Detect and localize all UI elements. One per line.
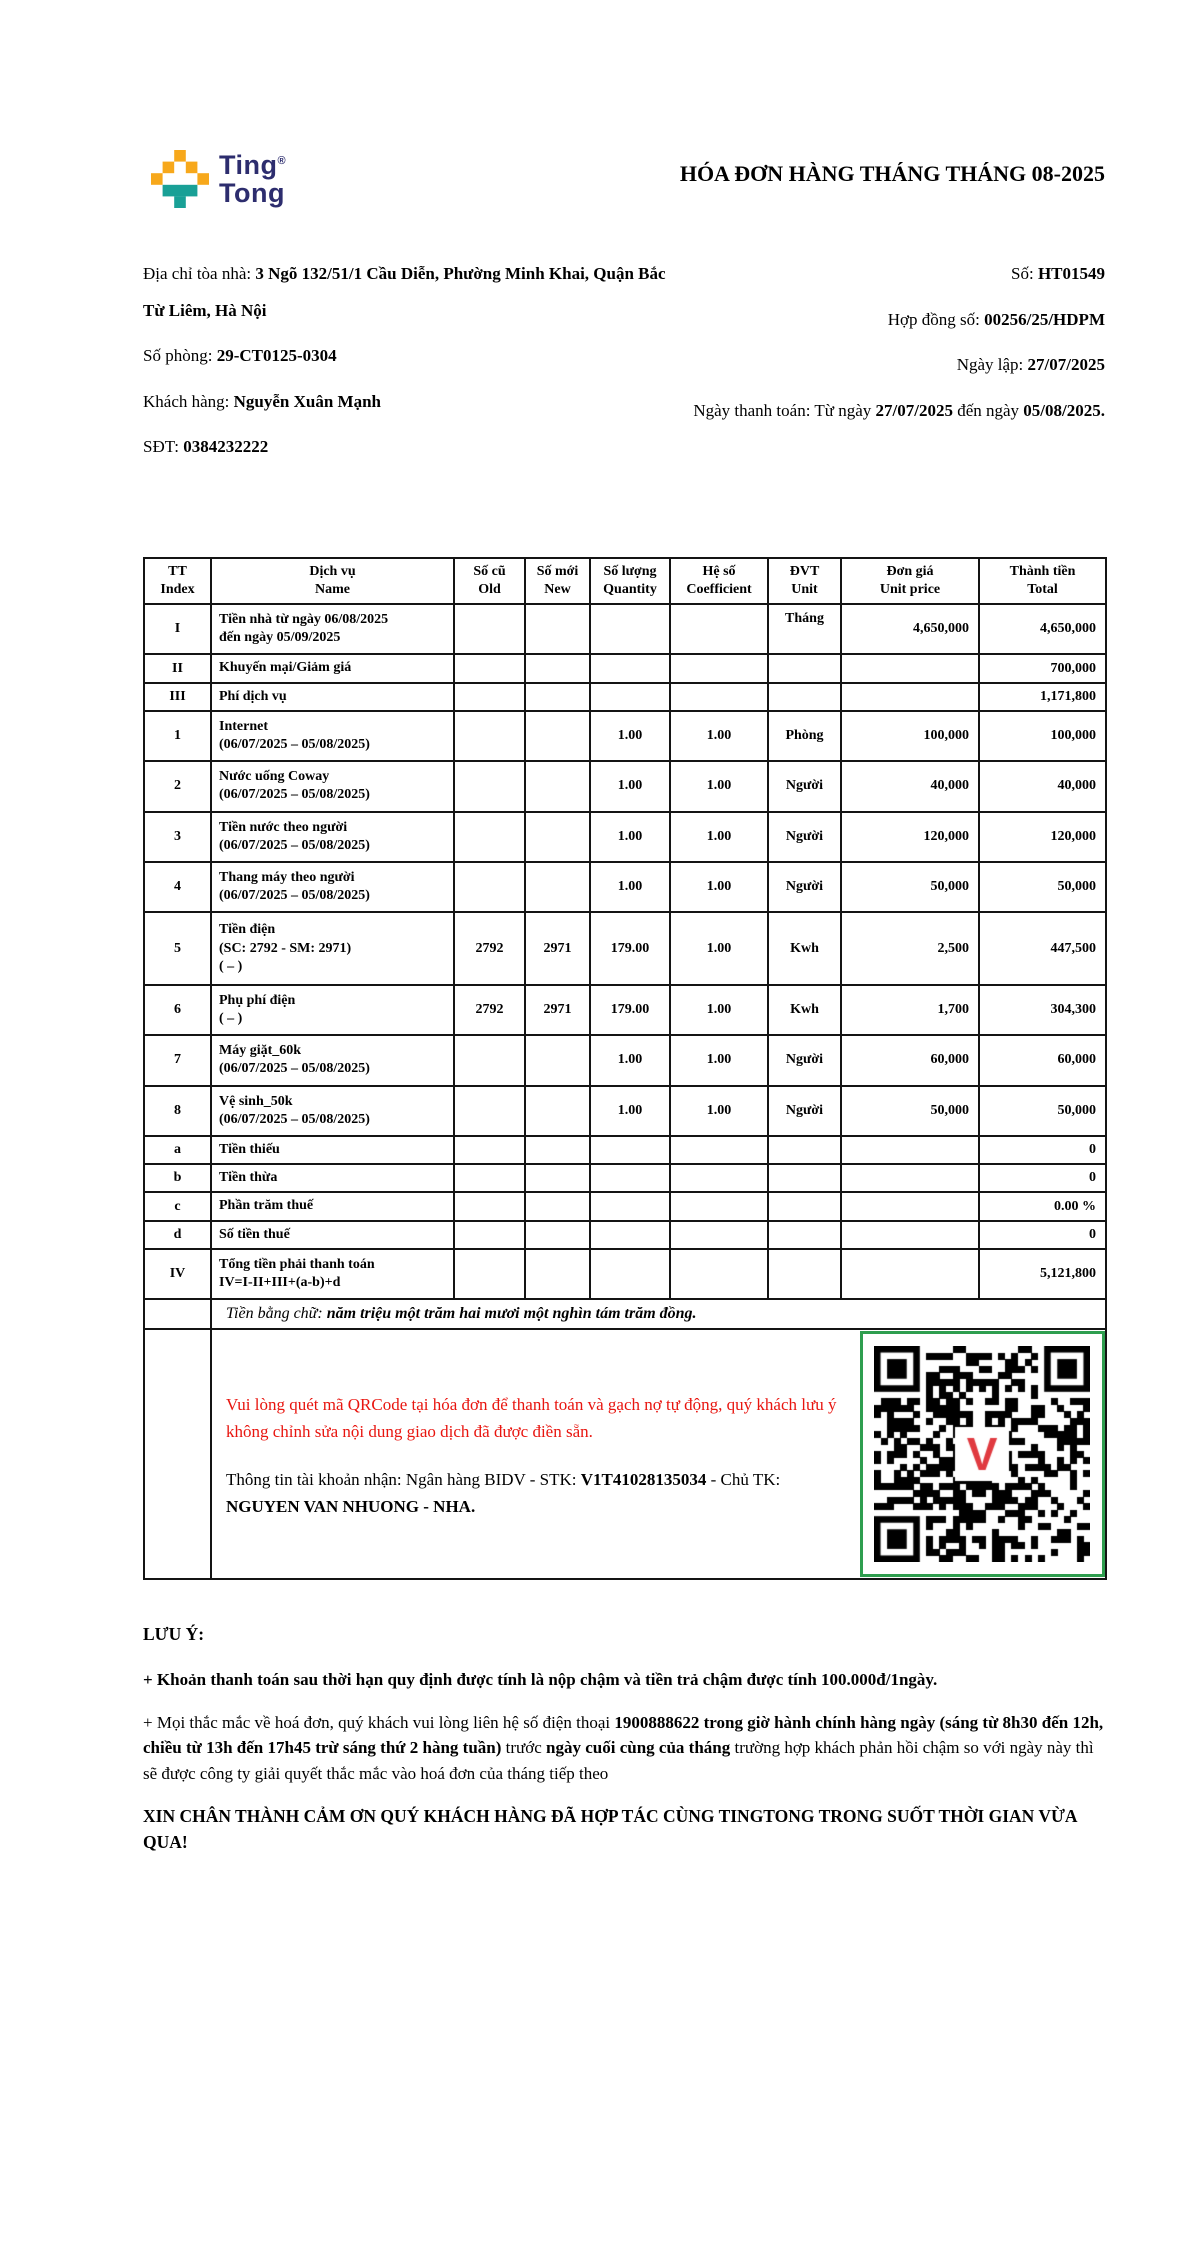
qr-section xyxy=(211,1329,1106,1579)
table-cell: Phòng xyxy=(768,711,841,761)
table-cell xyxy=(590,1164,670,1192)
table-cell: Phụ phí điện ( – ) xyxy=(211,985,454,1035)
table-cell: II xyxy=(144,654,211,682)
brand-top: Ting xyxy=(219,149,278,180)
table-cell xyxy=(454,683,525,711)
table-cell xyxy=(525,862,590,912)
table-cell: 0 xyxy=(979,1136,1106,1164)
table-cell: 2792 xyxy=(454,912,525,985)
table-cell: 50,000 xyxy=(841,862,979,912)
table-cell xyxy=(590,1136,670,1164)
table-cell xyxy=(670,683,768,711)
qr-warning-text: Vui lòng quét mã QRCode tại hóa đơn để thanh toán và gạch nợ tự động, quý khách lưu ý không chỉnh sửa nội dung giao dịch đã được điền sẵn. xyxy=(226,1395,837,1441)
page-title: HÓA ĐƠN HÀNG THÁNG THÁNG 08-2025 xyxy=(679,161,1105,186)
info-line: Số: HT01549 xyxy=(1011,264,1105,283)
table-cell: 1.00 xyxy=(670,812,768,862)
table-cell: 5,121,800 xyxy=(979,1249,1106,1299)
table-row xyxy=(144,604,1106,654)
column-header: Dịch vụ Name xyxy=(211,558,454,604)
table-cell xyxy=(454,1164,525,1192)
bank-account-info: Thông tin tài khoản nhận: Ngân hàng BIDV - STK: V1T41028135034 - Chủ TK: NGUYEN VAN NHUONG - NHA. xyxy=(226,1470,781,1516)
table-cell xyxy=(454,711,525,761)
table-cell: 2971 xyxy=(525,912,590,985)
table-cell: 179.00 xyxy=(590,985,670,1035)
table-cell xyxy=(454,812,525,862)
table-cell xyxy=(454,654,525,682)
header xyxy=(143,150,1105,208)
table-cell xyxy=(841,654,979,682)
table-cell: 2971 xyxy=(525,985,590,1035)
table-cell: a xyxy=(144,1136,211,1164)
table-cell: 4,650,000 xyxy=(979,604,1106,654)
table-cell: 5 xyxy=(144,912,211,985)
table-cell: 1.00 xyxy=(670,711,768,761)
brand-name xyxy=(219,151,286,208)
table-cell xyxy=(525,1086,590,1136)
table-cell: 1.00 xyxy=(590,761,670,811)
info-line: Ngày thanh toán: Từ ngày 27/07/2025 đến ngày 05/08/2025. xyxy=(693,400,1105,420)
table-cell xyxy=(590,1221,670,1249)
qr-code-frame xyxy=(860,1331,1105,1577)
table-cell: Kwh xyxy=(768,985,841,1035)
table-header xyxy=(144,558,1106,604)
table-cell xyxy=(670,1164,768,1192)
table-cell xyxy=(768,1136,841,1164)
table-cell: Người xyxy=(768,862,841,912)
table-cell xyxy=(525,711,590,761)
table-cell: 1.00 xyxy=(590,862,670,912)
table-body xyxy=(144,604,1106,1299)
table-cell xyxy=(454,604,525,654)
column-header: Số mới New xyxy=(525,558,590,604)
table-row xyxy=(144,1249,1106,1299)
thank-you-note: XIN CHÂN THÀNH CẢM ƠN QUÝ KHÁCH HÀNG ĐÃ HỢP TÁC CÙNG TINGTONG TRONG SUỐT THỜI GIAN VỪA QUA! xyxy=(143,1806,1077,1853)
customer-info xyxy=(143,256,689,475)
table-row xyxy=(144,1164,1106,1192)
table-cell: 447,500 xyxy=(979,912,1106,985)
table-cell: 8 xyxy=(144,1086,211,1136)
column-header: TT Index xyxy=(144,558,211,604)
table-cell: Phần trăm thuế xyxy=(211,1192,454,1220)
table-cell: d xyxy=(144,1221,211,1249)
qr-row xyxy=(144,1329,1106,1579)
table-cell xyxy=(670,654,768,682)
table-cell xyxy=(670,1221,768,1249)
table-cell: b xyxy=(144,1164,211,1192)
footer-notes xyxy=(143,1624,1105,1856)
table-cell: Internet (06/07/2025 – 05/08/2025) xyxy=(211,711,454,761)
table-cell: Tiền thiếu xyxy=(211,1136,454,1164)
table-cell xyxy=(768,654,841,682)
table-cell: 3 xyxy=(144,812,211,862)
table-cell: 60,000 xyxy=(979,1035,1106,1085)
table-cell xyxy=(525,761,590,811)
table-cell: 304,300 xyxy=(979,985,1106,1035)
invoice-table xyxy=(143,557,1107,1580)
table-cell xyxy=(525,1035,590,1085)
table-cell: 1.00 xyxy=(670,761,768,811)
table-cell: 100,000 xyxy=(841,711,979,761)
table-cell: 60,000 xyxy=(841,1035,979,1085)
table-cell: 1,171,800 xyxy=(979,683,1106,711)
table-cell xyxy=(670,1192,768,1220)
table-cell xyxy=(670,604,768,654)
table-cell xyxy=(841,1249,979,1299)
table-cell: 4 xyxy=(144,862,211,912)
table-cell: Tháng xyxy=(768,604,841,654)
table-cell: Tổng tiền phải thanh toán IV=I-II+III+(a-b)+d xyxy=(211,1249,454,1299)
table-cell: Kwh xyxy=(768,912,841,985)
table-cell: Vệ sinh_50k (06/07/2025 – 05/08/2025) xyxy=(211,1086,454,1136)
table-cell xyxy=(841,1192,979,1220)
invoice-page xyxy=(143,0,1105,1856)
table-cell xyxy=(590,654,670,682)
info-line: Số phòng: 29-CT0125-0304 xyxy=(143,346,337,366)
table-row xyxy=(144,1192,1106,1220)
table-cell xyxy=(670,1249,768,1299)
table-cell: Nước uống Coway (06/07/2025 – 05/08/2025) xyxy=(211,761,454,811)
info-line: Địa chỉ tòa nhà: 3 Ngõ 132/51/1 Cầu Diễn, Phường Minh Khai, Quận Bắc Từ Liêm, Hà Nội xyxy=(143,264,666,320)
table-cell xyxy=(525,604,590,654)
table-cell: 120,000 xyxy=(841,812,979,862)
table-cell: 7 xyxy=(144,1035,211,1085)
column-header: Hệ số Coefficient xyxy=(670,558,768,604)
table-cell: Người xyxy=(768,1086,841,1136)
table-cell xyxy=(841,1164,979,1192)
brand-bottom: Tong xyxy=(219,178,285,208)
table-cell xyxy=(525,1164,590,1192)
table-row xyxy=(144,654,1106,682)
table-row xyxy=(144,985,1106,1035)
table-cell: 2792 xyxy=(454,985,525,1035)
table-cell xyxy=(590,1192,670,1220)
table-row xyxy=(144,862,1106,912)
table-extra xyxy=(144,1299,1106,1579)
table-cell xyxy=(454,1035,525,1085)
table-cell: Người xyxy=(768,812,841,862)
table-cell xyxy=(841,1221,979,1249)
table-cell xyxy=(590,1249,670,1299)
info-line: Khách hàng: Nguyễn Xuân Mạnh xyxy=(143,391,382,411)
table-cell xyxy=(590,604,670,654)
table-cell: 1.00 xyxy=(590,812,670,862)
invoice-meta xyxy=(689,256,1105,475)
table-cell: 50,000 xyxy=(841,1086,979,1136)
table-cell: 40,000 xyxy=(841,761,979,811)
table-cell: 1.00 xyxy=(670,1035,768,1085)
tingtong-logo-icon xyxy=(151,150,209,208)
table-cell: Tiền nước theo người (06/07/2025 – 05/08/2025) xyxy=(211,812,454,862)
header-row xyxy=(144,558,1106,604)
table-cell: 179.00 xyxy=(590,912,670,985)
table-cell xyxy=(768,683,841,711)
table-cell: Máy giặt_60k (06/07/2025 – 05/08/2025) xyxy=(211,1035,454,1085)
amount-in-words-value: năm triệu một trăm hai mươi một nghìn tám trăm đồng. xyxy=(326,1305,697,1323)
hotline-note: + Mọi thắc mắc về hoá đơn, quý khách vui lòng liên hệ số điện thoại 1900888622 trong giờ hành chính hàng ngày (sáng từ 8h30 đến 12h, chiều từ 13h đến 17h45 trừ sáng thứ 2 hàng tuần) trước ngày cuối cùng của tháng trường hợp khách phản hồi chậm so với ngày này thì sẽ được công ty giải quyết thắc mắc vào hoá đơn của tháng tiếp theo xyxy=(143,1712,1104,1783)
table-cell: 1.00 xyxy=(670,1086,768,1136)
table-cell xyxy=(454,761,525,811)
column-header: ĐVT Unit xyxy=(768,558,841,604)
table-cell xyxy=(525,1221,590,1249)
table-cell xyxy=(525,683,590,711)
table-cell: 1,700 xyxy=(841,985,979,1035)
column-header: Số cũ Old xyxy=(454,558,525,604)
table-cell: 1.00 xyxy=(590,711,670,761)
table-cell: 40,000 xyxy=(979,761,1106,811)
empty-cell xyxy=(144,1299,211,1329)
table-cell xyxy=(525,654,590,682)
amount-in-words xyxy=(211,1299,1106,1329)
table-cell: 1.00 xyxy=(670,862,768,912)
table-cell xyxy=(454,862,525,912)
table-cell: 50,000 xyxy=(979,1086,1106,1136)
table-cell: Người xyxy=(768,1035,841,1085)
table-cell xyxy=(841,1136,979,1164)
table-cell: 2 xyxy=(144,761,211,811)
table-cell: 1 xyxy=(144,711,211,761)
table-row xyxy=(144,912,1106,985)
table-cell: 120,000 xyxy=(979,812,1106,862)
table-cell: 1.00 xyxy=(670,912,768,985)
table-cell xyxy=(525,812,590,862)
table-cell: 0.00 % xyxy=(979,1192,1106,1220)
table-cell: Tiền điện (SC: 2792 - SM: 2971) ( – ) xyxy=(211,912,454,985)
table-cell: Tiền thừa xyxy=(211,1164,454,1192)
table-cell: c xyxy=(144,1192,211,1220)
table-cell: 50,000 xyxy=(979,862,1106,912)
table-cell xyxy=(454,1086,525,1136)
table-row xyxy=(144,683,1106,711)
column-header: Đơn giá Unit price xyxy=(841,558,979,604)
table-cell: 1.00 xyxy=(590,1035,670,1085)
table-cell xyxy=(454,1249,525,1299)
info-line: Ngày lập: 27/07/2025 xyxy=(956,355,1105,375)
registered-mark: ® xyxy=(277,154,287,167)
table-cell xyxy=(454,1136,525,1164)
table-cell: Phí dịch vụ xyxy=(211,683,454,711)
table-row xyxy=(144,1136,1106,1164)
table-cell xyxy=(590,683,670,711)
table-cell: 2,500 xyxy=(841,912,979,985)
table-cell xyxy=(670,1136,768,1164)
qr-code xyxy=(874,1346,1090,1562)
column-header: Thành tiền Total xyxy=(979,558,1106,604)
tingtong-logo xyxy=(151,150,286,208)
table-cell: 100,000 xyxy=(979,711,1106,761)
column-header: Số lượng Quantity xyxy=(590,558,670,604)
table-cell: Khuyến mại/Giảm giá xyxy=(211,654,454,682)
table-cell: IV xyxy=(144,1249,211,1299)
table-cell: Người xyxy=(768,761,841,811)
table-row xyxy=(144,1221,1106,1249)
table-row xyxy=(144,1086,1106,1136)
payment-instructions xyxy=(212,1330,860,1578)
table-row xyxy=(144,812,1106,862)
table-cell xyxy=(841,683,979,711)
info-line: SĐT: 0384232222 xyxy=(143,437,269,457)
table-cell: Tiền nhà từ ngày 06/08/2025 đến ngày 05/09/2025 xyxy=(211,604,454,654)
notes-heading: LƯU Ý: xyxy=(143,1624,205,1645)
table-cell: III xyxy=(144,683,211,711)
table-cell xyxy=(454,1192,525,1220)
table-cell xyxy=(525,1136,590,1164)
table-cell: 0 xyxy=(979,1164,1106,1192)
info-line: Hợp đồng số: 00256/25/HDPM xyxy=(887,309,1105,329)
table-cell: 6 xyxy=(144,985,211,1035)
table-cell: 1.00 xyxy=(590,1086,670,1136)
table-row xyxy=(144,1035,1106,1085)
table-cell xyxy=(768,1221,841,1249)
table-cell: Thang máy theo người (06/07/2025 – 05/08/2025) xyxy=(211,862,454,912)
table-row xyxy=(144,761,1106,811)
empty-cell xyxy=(144,1329,211,1579)
table-cell: Số tiền thuế xyxy=(211,1221,454,1249)
table-cell xyxy=(768,1164,841,1192)
table-row xyxy=(144,711,1106,761)
amount-in-words-label: Tiền bằng chữ: xyxy=(226,1305,327,1323)
amount-in-words-row xyxy=(144,1299,1106,1329)
table-cell: I xyxy=(144,604,211,654)
table-cell xyxy=(768,1249,841,1299)
table-cell: 4,650,000 xyxy=(841,604,979,654)
table-cell xyxy=(454,1221,525,1249)
invoice-info xyxy=(143,256,1105,475)
table-cell: 0 xyxy=(979,1221,1106,1249)
table-cell: 1.00 xyxy=(670,985,768,1035)
table-cell: 700,000 xyxy=(979,654,1106,682)
late-payment-note: + Khoản thanh toán sau thời hạn quy định được tính là nộp chậm và tiền trả chậm được tính 100.000đ/1ngày. xyxy=(143,1670,938,1690)
table-cell xyxy=(768,1192,841,1220)
table-cell xyxy=(525,1192,590,1220)
table-cell xyxy=(525,1249,590,1299)
